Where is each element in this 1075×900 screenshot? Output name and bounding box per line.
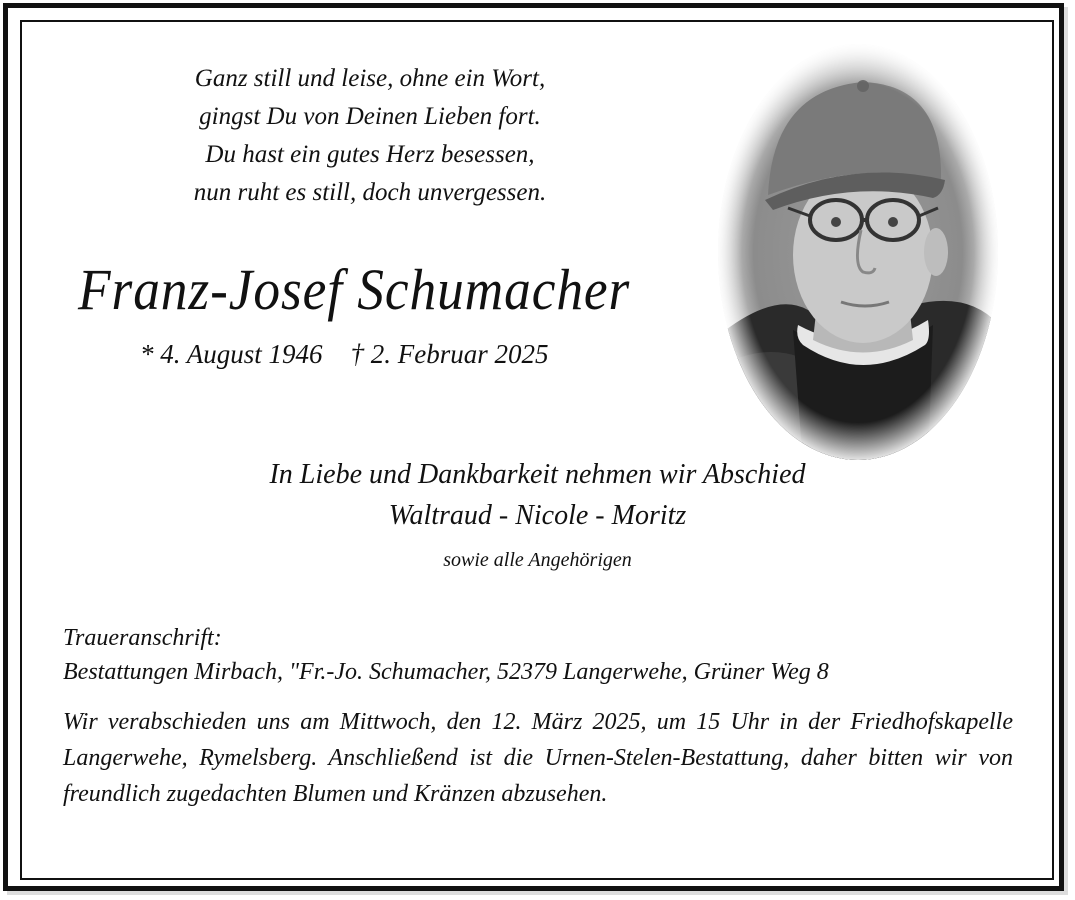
poem-line: gingst Du von Deinen Lieben fort. xyxy=(199,103,541,130)
poem-line: Du hast ein gutes Herz besessen, xyxy=(205,141,535,168)
farewell-text: In Liebe und Dankbarkeit nehmen wir Abschied xyxy=(269,459,806,490)
birth-date: * 4. August 1946 xyxy=(140,339,323,369)
death-date: † 2. Februar 2025 xyxy=(350,339,549,369)
deceased-name: Franz-Josef Schumacher xyxy=(78,257,631,322)
ceremony-text: Wir verabschieden uns am Mittwoch, den 12. März 2025, um 15 Uhr in der Friedhofskapelle Langerwehe, Rymelsberg. Anschließend ist die Urnen-Stelen-Bestattung, daher bitten wir von freundlich zugedachten Blumen und Kränzen abzusehen. xyxy=(63,709,1013,807)
poem xyxy=(120,60,620,212)
portrait-photo xyxy=(713,40,1003,465)
address-label: Traueranschrift: xyxy=(63,625,222,651)
family-names: Waltraud - Nicole - Moritz xyxy=(388,500,687,531)
life-dates xyxy=(140,336,660,372)
poem-line: Ganz still und leise, ohne ein Wort, xyxy=(194,65,546,92)
relatives-text: sowie alle Angehörigen xyxy=(443,549,632,571)
poem-line: nun ruht es still, doch unvergessen. xyxy=(193,179,547,206)
portrait-photo-icon xyxy=(713,40,1003,465)
address-text: Bestattungen Mirbach, "Fr.-Jo. Schumacher, 52379 Langerwehe, Grüner Weg 8 xyxy=(63,659,829,685)
